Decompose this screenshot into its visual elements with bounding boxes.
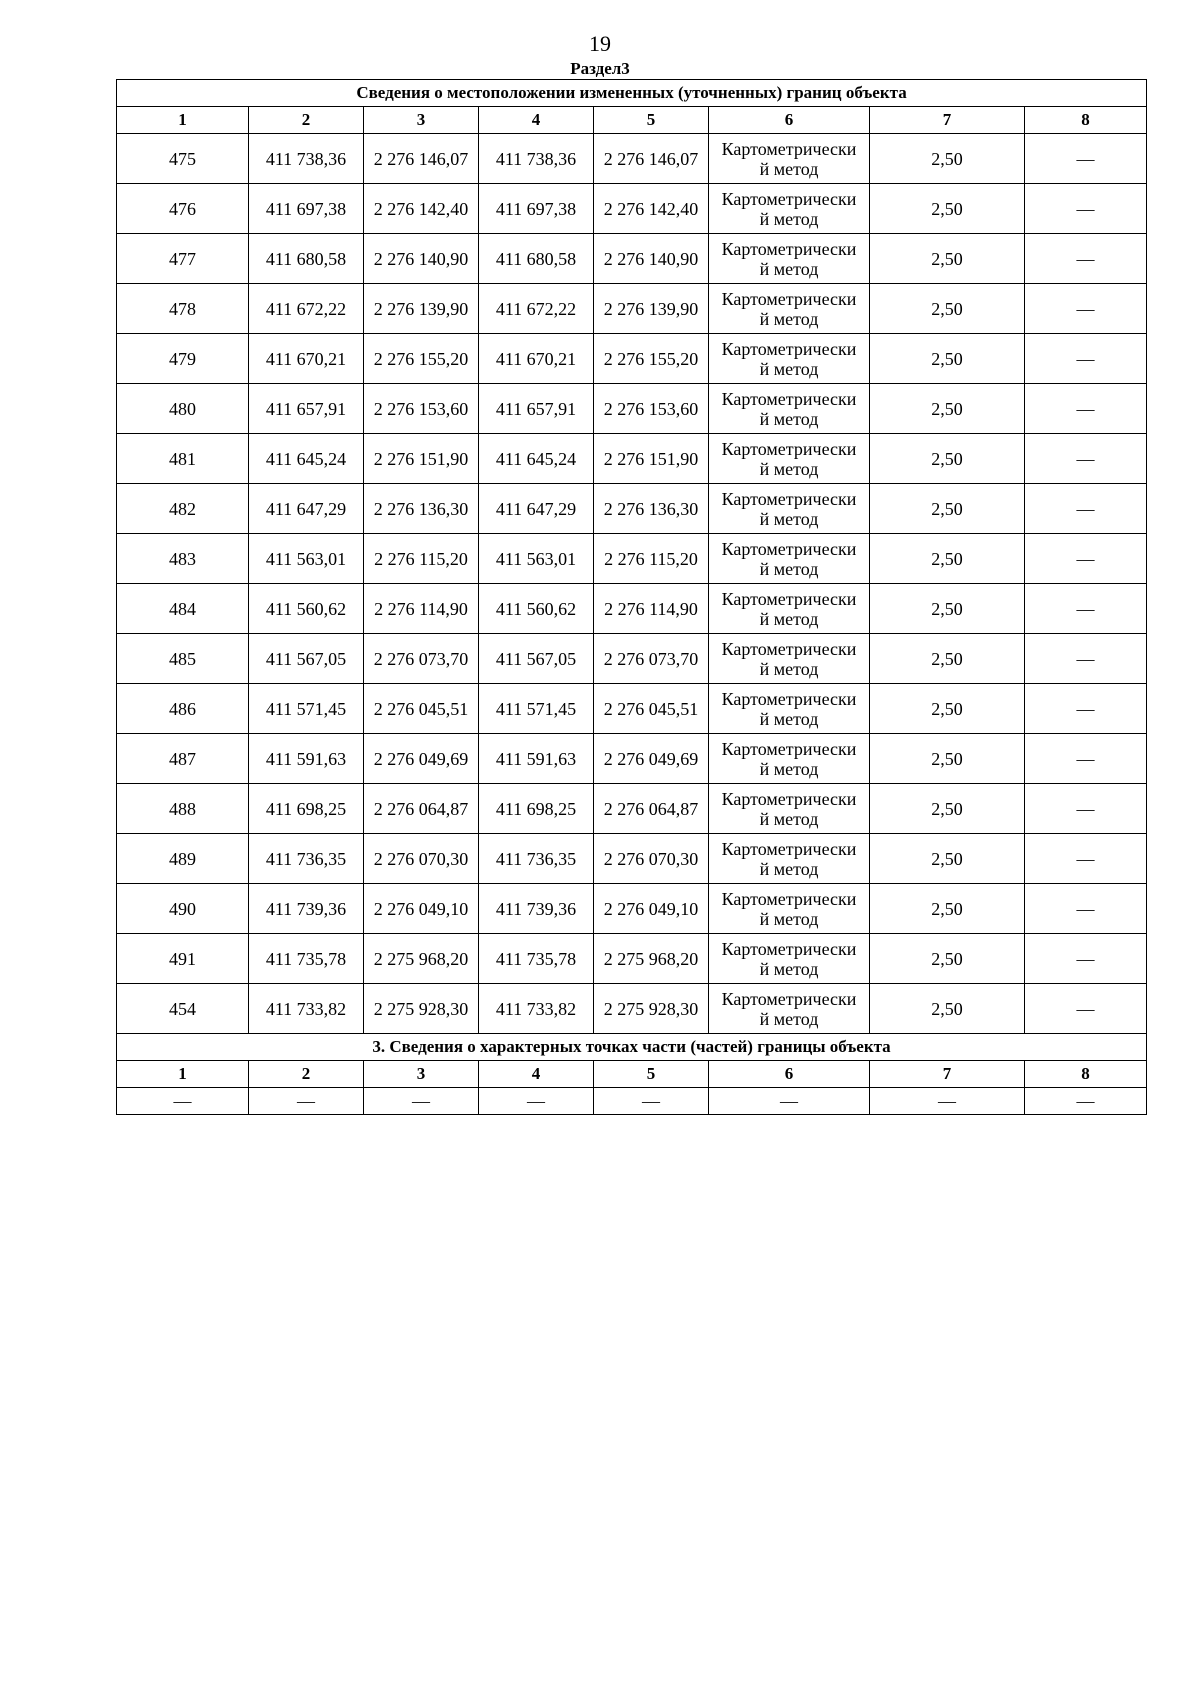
page-number: 19	[589, 31, 611, 56]
method-line-1: Картометрически	[721, 238, 857, 259]
point-description: —	[1025, 634, 1147, 684]
existing-x: 411 680,58	[249, 234, 364, 284]
table1-caption	[117, 80, 1147, 107]
accuracy: 2,50	[870, 484, 1025, 534]
existing-x: 411 738,36	[249, 134, 364, 184]
refined-y: 2 276 139,90	[594, 284, 709, 334]
existing-y: 2 276 115,20	[364, 534, 479, 584]
refined-y: 2 276 142,40	[594, 184, 709, 234]
existing-y: 2 276 070,30	[364, 834, 479, 884]
existing-y: 2 276 136,30	[364, 484, 479, 534]
point-number: 489	[117, 834, 249, 884]
method-line-2: й метод	[759, 958, 819, 979]
determination-method	[709, 734, 870, 784]
table2-column-numbers	[117, 1061, 1147, 1088]
refined-x: 411 645,24	[479, 434, 594, 484]
refined-x: 411 591,63	[479, 734, 594, 784]
point-number: 476	[117, 184, 249, 234]
existing-y: 2 276 142,40	[364, 184, 479, 234]
point-number: 478	[117, 284, 249, 334]
table-row	[117, 934, 1147, 984]
table-row	[117, 334, 1147, 384]
existing-x: 411 739,36	[249, 884, 364, 934]
point-description: —	[1025, 284, 1147, 334]
point-description: —	[1025, 384, 1147, 434]
method-line-1: Картометрически	[721, 438, 857, 459]
point-description: —	[1025, 734, 1147, 784]
point-description: —	[1025, 784, 1147, 834]
existing-x: 411 735,78	[249, 934, 364, 984]
column-number: 7	[870, 1061, 1025, 1088]
method-line-1: Картометрически	[721, 188, 857, 209]
refined-y: 2 276 146,07	[594, 134, 709, 184]
point-number: 482	[117, 484, 249, 534]
existing-x: 411 657,91	[249, 384, 364, 434]
table-row	[117, 534, 1147, 584]
existing-x: 411 672,22	[249, 284, 364, 334]
empty-cell: —	[249, 1088, 364, 1115]
refined-x: 411 733,82	[479, 984, 594, 1034]
existing-x: 411 697,38	[249, 184, 364, 234]
determination-method	[709, 234, 870, 284]
method-line-2: й метод	[759, 508, 819, 529]
accuracy: 2,50	[870, 934, 1025, 984]
determination-method	[709, 284, 870, 334]
existing-y: 2 276 146,07	[364, 134, 479, 184]
table1-caption-cell: Сведения о местоположении измененных (уточненных) границ объекта	[117, 80, 1147, 107]
point-description: —	[1025, 184, 1147, 234]
determination-method	[709, 384, 870, 434]
refined-x: 411 672,22	[479, 284, 594, 334]
existing-y: 2 276 139,90	[364, 284, 479, 334]
point-description: —	[1025, 134, 1147, 184]
table-row	[117, 684, 1147, 734]
empty-cell: —	[1025, 1088, 1147, 1115]
point-description: —	[1025, 234, 1147, 284]
refined-x: 411 670,21	[479, 334, 594, 384]
method-line-2: й метод	[759, 458, 819, 479]
refined-y: 2 276 045,51	[594, 684, 709, 734]
accuracy: 2,50	[870, 684, 1025, 734]
method-line-2: й метод	[759, 758, 819, 779]
refined-y: 2 275 968,20	[594, 934, 709, 984]
existing-x: 411 698,25	[249, 784, 364, 834]
determination-method	[709, 634, 870, 684]
point-number: 480	[117, 384, 249, 434]
determination-method	[709, 684, 870, 734]
accuracy: 2,50	[870, 434, 1025, 484]
empty-cell: —	[364, 1088, 479, 1115]
existing-x: 411 563,01	[249, 534, 364, 584]
existing-x: 411 647,29	[249, 484, 364, 534]
method-line-1: Картометрически	[721, 638, 857, 659]
refined-x: 411 697,38	[479, 184, 594, 234]
column-number: 4	[479, 1061, 594, 1088]
point-number: 477	[117, 234, 249, 284]
method-line-2: й метод	[759, 358, 819, 379]
existing-y: 2 275 928,30	[364, 984, 479, 1034]
refined-y: 2 276 151,90	[594, 434, 709, 484]
refined-x: 411 657,91	[479, 384, 594, 434]
coordinates-table	[116, 79, 1147, 1115]
column-number: 2	[249, 107, 364, 134]
table2-caption	[117, 1034, 1147, 1061]
method-line-2: й метод	[759, 208, 819, 229]
existing-y: 2 276 045,51	[364, 684, 479, 734]
existing-y: 2 276 049,69	[364, 734, 479, 784]
point-number: 487	[117, 734, 249, 784]
method-line-2: й метод	[759, 908, 819, 929]
column-number: 5	[594, 1061, 709, 1088]
empty-cell: —	[709, 1088, 870, 1115]
determination-method	[709, 584, 870, 634]
accuracy: 2,50	[870, 984, 1025, 1034]
refined-x: 411 738,36	[479, 134, 594, 184]
accuracy: 2,50	[870, 184, 1025, 234]
existing-y: 2 276 140,90	[364, 234, 479, 284]
column-number: 5	[594, 107, 709, 134]
point-description: —	[1025, 934, 1147, 984]
column-number: 6	[709, 107, 870, 134]
method-line-1: Картометрически	[721, 338, 857, 359]
method-line-1: Картометрически	[721, 488, 857, 509]
column-number: 7	[870, 107, 1025, 134]
refined-x: 411 563,01	[479, 534, 594, 584]
table-row	[117, 734, 1147, 784]
method-line-2: й метод	[759, 1008, 819, 1029]
refined-x: 411 560,62	[479, 584, 594, 634]
method-line-1: Картометрически	[721, 838, 857, 859]
accuracy: 2,50	[870, 634, 1025, 684]
method-line-1: Картометрически	[721, 788, 857, 809]
table-row	[117, 234, 1147, 284]
accuracy: 2,50	[870, 234, 1025, 284]
point-number: 479	[117, 334, 249, 384]
empty-cell: —	[870, 1088, 1025, 1115]
determination-method	[709, 884, 870, 934]
determination-method	[709, 834, 870, 884]
determination-method	[709, 184, 870, 234]
table-row	[117, 134, 1147, 184]
point-number: 481	[117, 434, 249, 484]
table-row	[117, 184, 1147, 234]
determination-method	[709, 984, 870, 1034]
existing-y: 2 276 049,10	[364, 884, 479, 934]
column-number: 4	[479, 107, 594, 134]
accuracy: 2,50	[870, 884, 1025, 934]
determination-method	[709, 484, 870, 534]
point-number: 484	[117, 584, 249, 634]
point-number: 491	[117, 934, 249, 984]
point-description: —	[1025, 584, 1147, 634]
table-row	[117, 284, 1147, 334]
column-number: 6	[709, 1061, 870, 1088]
accuracy: 2,50	[870, 284, 1025, 334]
table-row-empty	[117, 1088, 1147, 1115]
point-number: 490	[117, 884, 249, 934]
table1-column-numbers	[117, 107, 1147, 134]
accuracy: 2,50	[870, 834, 1025, 884]
refined-y: 2 276 049,10	[594, 884, 709, 934]
refined-y: 2 276 114,90	[594, 584, 709, 634]
refined-y: 2 275 928,30	[594, 984, 709, 1034]
refined-y: 2 276 064,87	[594, 784, 709, 834]
determination-method	[709, 534, 870, 584]
table2-caption-cell: 3. Сведения о характерных точках части (частей) границы объекта	[117, 1034, 1147, 1061]
accuracy: 2,50	[870, 534, 1025, 584]
refined-y: 2 276 115,20	[594, 534, 709, 584]
existing-x: 411 567,05	[249, 634, 364, 684]
point-number: 475	[117, 134, 249, 184]
point-number: 454	[117, 984, 249, 1034]
existing-x: 411 591,63	[249, 734, 364, 784]
existing-x: 411 670,21	[249, 334, 364, 384]
method-line-1: Картометрически	[721, 538, 857, 559]
point-description: —	[1025, 984, 1147, 1034]
existing-y: 2 276 114,90	[364, 584, 479, 634]
existing-x: 411 733,82	[249, 984, 364, 1034]
existing-y: 2 275 968,20	[364, 934, 479, 984]
table-row	[117, 634, 1147, 684]
point-description: —	[1025, 334, 1147, 384]
existing-x: 411 571,45	[249, 684, 364, 734]
accuracy: 2,50	[870, 134, 1025, 184]
point-number: 483	[117, 534, 249, 584]
accuracy: 2,50	[870, 384, 1025, 434]
table-row	[117, 984, 1147, 1034]
refined-x: 411 571,45	[479, 684, 594, 734]
existing-y: 2 276 153,60	[364, 384, 479, 434]
table-row	[117, 384, 1147, 434]
point-number: 486	[117, 684, 249, 734]
existing-x: 411 736,35	[249, 834, 364, 884]
determination-method	[709, 134, 870, 184]
method-line-2: й метод	[759, 608, 819, 629]
refined-y: 2 276 049,69	[594, 734, 709, 784]
accuracy: 2,50	[870, 334, 1025, 384]
refined-y: 2 276 153,60	[594, 384, 709, 434]
point-description: —	[1025, 684, 1147, 734]
table-row	[117, 884, 1147, 934]
method-line-1: Картометрически	[721, 388, 857, 409]
refined-x: 411 736,35	[479, 834, 594, 884]
existing-y: 2 276 073,70	[364, 634, 479, 684]
refined-x: 411 698,25	[479, 784, 594, 834]
empty-cell: —	[479, 1088, 594, 1115]
existing-x: 411 560,62	[249, 584, 364, 634]
accuracy: 2,50	[870, 584, 1025, 634]
table-row	[117, 434, 1147, 484]
existing-y: 2 276 064,87	[364, 784, 479, 834]
method-line-1: Картометрически	[721, 288, 857, 309]
refined-y: 2 276 155,20	[594, 334, 709, 384]
method-line-1: Картометрически	[721, 688, 857, 709]
method-line-2: й метод	[759, 708, 819, 729]
refined-y: 2 276 140,90	[594, 234, 709, 284]
method-line-2: й метод	[759, 258, 819, 279]
method-line-2: й метод	[759, 808, 819, 829]
table-row	[117, 584, 1147, 634]
refined-x: 411 735,78	[479, 934, 594, 984]
method-line-2: й метод	[759, 158, 819, 179]
refined-y: 2 276 070,30	[594, 834, 709, 884]
existing-x: 411 645,24	[249, 434, 364, 484]
method-line-1: Картометрически	[721, 938, 857, 959]
method-line-1: Картометрически	[721, 588, 857, 609]
refined-x: 411 739,36	[479, 884, 594, 934]
existing-y: 2 276 155,20	[364, 334, 479, 384]
table-row	[117, 834, 1147, 884]
point-description: —	[1025, 484, 1147, 534]
determination-method	[709, 784, 870, 834]
column-number: 8	[1025, 107, 1147, 134]
method-line-1: Картометрически	[721, 738, 857, 759]
column-number: 3	[364, 107, 479, 134]
column-number: 2	[249, 1061, 364, 1088]
determination-method	[709, 434, 870, 484]
refined-x: 411 647,29	[479, 484, 594, 534]
method-line-2: й метод	[759, 408, 819, 429]
method-line-2: й метод	[759, 308, 819, 329]
point-description: —	[1025, 884, 1147, 934]
method-line-1: Картометрически	[721, 988, 857, 1009]
refined-y: 2 276 136,30	[594, 484, 709, 534]
existing-y: 2 276 151,90	[364, 434, 479, 484]
refined-y: 2 276 073,70	[594, 634, 709, 684]
determination-method	[709, 334, 870, 384]
empty-cell: —	[117, 1088, 249, 1115]
column-number: 3	[364, 1061, 479, 1088]
table-row	[117, 484, 1147, 534]
table-row	[117, 784, 1147, 834]
method-line-2: й метод	[759, 558, 819, 579]
method-line-2: й метод	[759, 658, 819, 679]
method-line-2: й метод	[759, 858, 819, 879]
accuracy: 2,50	[870, 784, 1025, 834]
method-line-1: Картометрически	[721, 138, 857, 159]
column-number: 1	[117, 1061, 249, 1088]
point-description: —	[1025, 434, 1147, 484]
refined-x: 411 680,58	[479, 234, 594, 284]
point-description: —	[1025, 534, 1147, 584]
column-number: 8	[1025, 1061, 1147, 1088]
determination-method	[709, 934, 870, 984]
point-number: 488	[117, 784, 249, 834]
refined-x: 411 567,05	[479, 634, 594, 684]
column-number: 1	[117, 107, 249, 134]
empty-cell: —	[594, 1088, 709, 1115]
section-title: Раздел3	[570, 59, 630, 78]
accuracy: 2,50	[870, 734, 1025, 784]
point-number: 485	[117, 634, 249, 684]
method-line-1: Картометрически	[721, 888, 857, 909]
point-description: —	[1025, 834, 1147, 884]
